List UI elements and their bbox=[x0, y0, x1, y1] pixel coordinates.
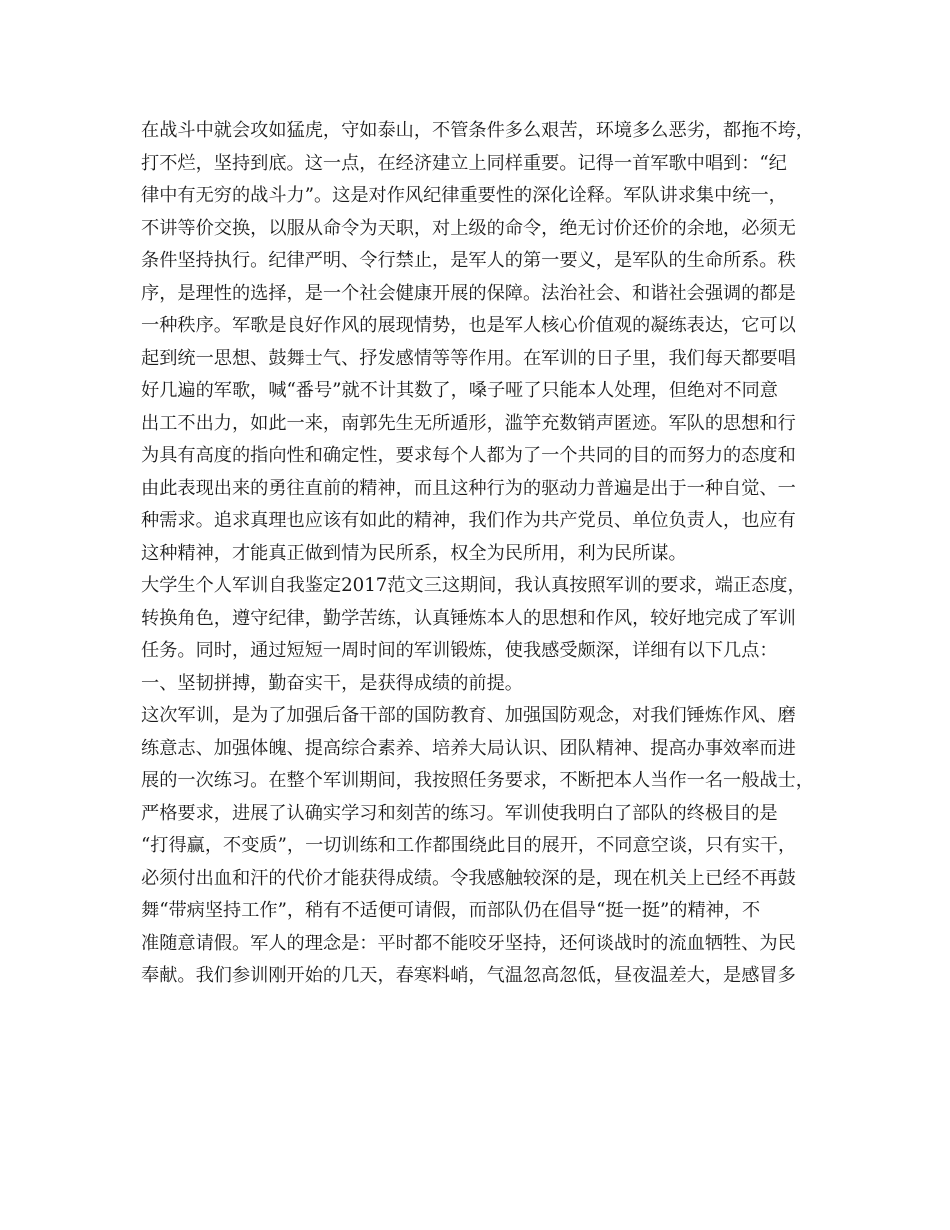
text-line: 序，是理性的选择，是一个社会健康开展的保障。法治社会、和谐社会强调的都是 bbox=[141, 282, 796, 304]
text-line: 种需求。追求真理也应该有如此的精神，我们作为共产党员、单位负责人，也应有 bbox=[141, 510, 796, 531]
text-line: 舞“带病坚持工作”，稍有不适便可请假，而部队仍在倡导“挺一挺”的精神，不 bbox=[141, 900, 761, 921]
text-line: 任务。同时，通过短短一周时间的军训锻炼，使我感受颇深，详细有以下几点： bbox=[141, 640, 778, 661]
text-line: 转换角色，遵守纪律，勤学苦练，认真锤炼本人的思想和作风，较好地完成了军训 bbox=[141, 607, 796, 629]
text-line: 打不烂，坚持到底。这一点，在经济建立上同样重要。记得一首军歌中唱到：“纪 bbox=[141, 152, 787, 174]
text-line: 一种秩序。军歌是良好作风的展现情势，也是军人核心价值观的凝练表达，它可以 bbox=[141, 315, 796, 336]
section-heading: 一、坚韧拼搏，勤奋实干，是获得成绩的前提。 bbox=[141, 672, 523, 694]
text-line: 律中有无穷的战斗力”。这是对作风纪律重要性的深化诠释。军队讲求集中统一， bbox=[141, 185, 787, 206]
section-intro-line: 大学生个人军训自我鉴定2017范文三这期间，我认真按照军训的要求，端正态度， bbox=[141, 575, 806, 596]
text-line: 在战斗中就会攻如猛虎，守如泰山，不管条件多么艰苦，环境多么恶劣，都拖不垮， bbox=[141, 120, 814, 141]
text-line: 条件坚持执行。纪律严明、令行禁止，是军人的第一要义，是军队的生命所系。秩 bbox=[141, 250, 796, 271]
text-line: 起到统一思想、鼓舞士气、抒发感情等等作用。在军训的日子里，我们每天都要唱 bbox=[141, 347, 796, 369]
text-line: 这种精神，才能真正做到情为民所系，权全为民所用，利为民所谋。 bbox=[141, 542, 687, 564]
text-line: 练意志、加强体魄、提高综合素养、培养大局认识、团队精神、提高办事效率而进 bbox=[141, 737, 796, 759]
text-line: 严格要求，进展了认确实学习和刻苦的练习。军训使我明白了部队的终极目的是 bbox=[141, 802, 778, 824]
text-line: 出工不出力，如此一来，南郭先生无所遁形，滥竽充数销声匿迹。军队的思想和行 bbox=[141, 412, 796, 434]
text-line: 必须付出血和汗的代价才能获得成绩。令我感触较深的是，现在机关上已经不再鼓 bbox=[141, 867, 796, 889]
text-line: 为具有高度的指向性和确定性，要求每个人都为了一个共同的目的而努力的态度和 bbox=[141, 445, 796, 466]
text-line: 展的一次练习。在整个军训期间，我按照任务要求，不断把本人当作一名一般战士， bbox=[141, 770, 814, 791]
text-line: 奉献。我们参训刚开始的几天，春寒料峭，气温忽高忽低，昼夜温差大，是感冒多 bbox=[141, 965, 796, 986]
text-line: 准随意请假。军人的理念是：平时都不能咬牙坚持，还何谈战时的流血牺牲、为民 bbox=[141, 932, 796, 954]
text-line: 不讲等价交换，以服从命令为天职，对上级的命令，绝无讨价还价的余地，必须无 bbox=[141, 217, 796, 239]
text-line: 好几遍的军歌，喊“番号”就不计其数了，嗓子哑了只能本人处理，但绝对不同意 bbox=[141, 380, 778, 401]
text-line: 由此表现出来的勇往直前的精神，而且这种行为的驱动力普遍是出于一种自觉、一 bbox=[141, 477, 796, 499]
text-line: “打得赢，不变质”，一切训练和工作都围绕此目的展开，不同意空谈，只有实干， bbox=[141, 835, 797, 856]
body-text bbox=[141, 115, 831, 993]
text-line: 这次军训，是为了加强后备干部的国防教育、加强国防观念，对我们锤炼作风、磨 bbox=[141, 705, 796, 726]
